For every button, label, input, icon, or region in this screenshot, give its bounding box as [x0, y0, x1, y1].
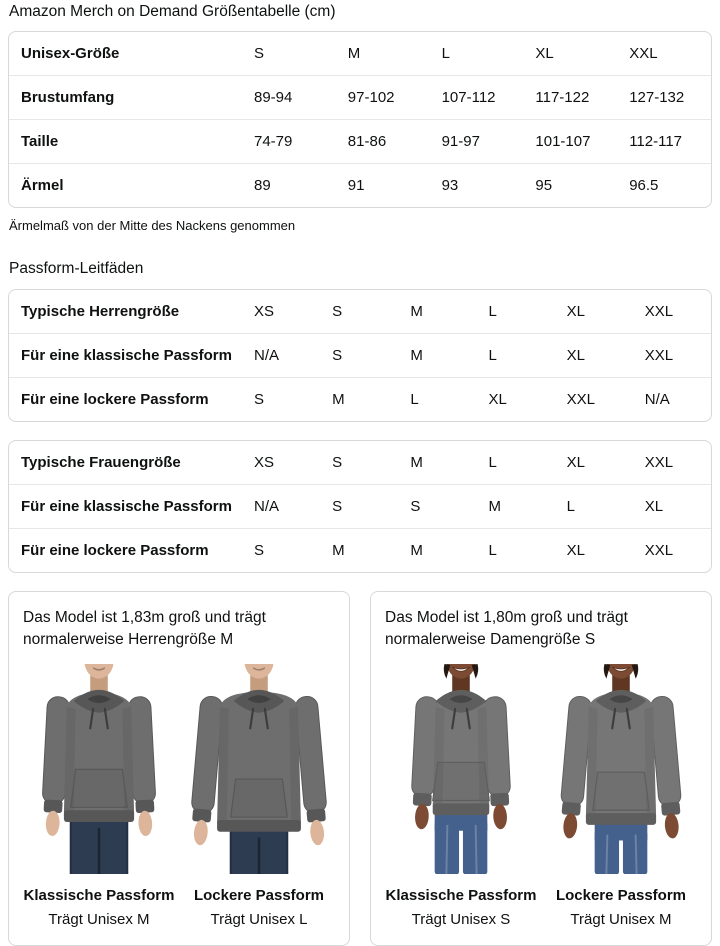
sleeve-measure-note: Ärmelmaß von der Mitte des Nackens genommen	[9, 218, 296, 234]
table-row	[9, 484, 711, 528]
row-label: Typische Frauengröße	[21, 453, 181, 471]
cell-value: M	[476, 484, 554, 528]
cell-value: 101-107	[523, 119, 617, 163]
row-label: Ärmel	[9, 163, 242, 207]
cell-value: XXL	[629, 45, 658, 63]
table-row	[9, 163, 711, 207]
cell-value: 97-102	[336, 75, 430, 119]
cell-value: M	[410, 302, 423, 320]
cell-value: M	[320, 528, 398, 572]
page-title: Amazon Merch on Demand Größentabelle (cm)	[9, 3, 336, 20]
row-label: Für eine klassische Passform	[9, 484, 242, 528]
cell-value: 89-94	[242, 75, 336, 119]
cell-value: S	[332, 453, 343, 471]
cell-value: M	[398, 333, 476, 377]
cell-value: M	[410, 453, 423, 471]
table-row	[9, 377, 711, 421]
table-row	[9, 441, 711, 484]
cell-value: XL	[555, 528, 633, 572]
womens-fit-guide-table	[8, 440, 712, 573]
fit-label: Lockere Passform	[193, 887, 325, 905]
cell-value: S	[242, 377, 320, 421]
table-row	[9, 32, 711, 75]
mens-fit-table	[9, 290, 711, 421]
row-label: Unisex-Größe	[21, 45, 120, 63]
cell-value: XL	[566, 302, 585, 320]
cell-value: 117-122	[523, 75, 617, 119]
cell-value: XS	[254, 302, 275, 320]
model-description: Das Model ist 1,83m groß und trägt normalerweise Herrengröße M	[23, 608, 266, 649]
fit-label: Lockere Passform	[555, 887, 687, 905]
table-row	[9, 290, 711, 333]
cell-value: N/A	[242, 333, 320, 377]
row-label: Brustumfang	[9, 75, 242, 119]
model-card-men	[8, 591, 350, 946]
fit-label: Klassische Passform	[23, 887, 175, 905]
row-label: Für eine lockere Passform	[9, 377, 242, 421]
cell-value: L	[476, 528, 554, 572]
cell-value: L	[488, 453, 497, 471]
wears-label: Trägt Unisex S	[411, 911, 511, 929]
cell-value: L	[441, 45, 450, 63]
cell-value: XL	[476, 377, 554, 421]
cell-value: 81-86	[336, 119, 430, 163]
cell-value: 95	[523, 163, 617, 207]
cell-value: L	[488, 302, 497, 320]
model-photo	[181, 664, 337, 875]
cell-value: N/A	[633, 377, 711, 421]
model-card-women	[370, 591, 712, 946]
wears-label: Trägt Unisex M	[48, 911, 150, 929]
model-figure-loose	[543, 664, 699, 930]
cell-value: XS	[254, 453, 275, 471]
womens-fit-table	[9, 441, 711, 572]
cell-value: 91-97	[430, 119, 524, 163]
cell-value: S	[320, 484, 398, 528]
row-label: Typische Herrengröße	[21, 302, 180, 320]
table-row	[9, 528, 711, 572]
model-figure-loose	[181, 664, 337, 930]
cell-value: S	[332, 302, 343, 320]
cell-value: L	[555, 484, 633, 528]
cell-value: XL	[535, 45, 554, 63]
cell-value: XXL	[644, 453, 674, 471]
size-table	[9, 32, 711, 207]
cell-value: XXL	[555, 377, 633, 421]
cell-value: 127-132	[617, 75, 711, 119]
cell-value: M	[320, 377, 398, 421]
model-figure-classic	[21, 664, 177, 930]
wears-label: Trägt Unisex M	[570, 911, 672, 929]
fit-label: Klassische Passform	[385, 887, 537, 905]
model-photo	[543, 664, 699, 875]
cell-value: 96.5	[617, 163, 711, 207]
cell-value: L	[476, 333, 554, 377]
row-label: Für eine lockere Passform	[9, 528, 242, 572]
table-row	[9, 119, 711, 163]
cell-value: L	[398, 377, 476, 421]
cell-value: S	[320, 333, 398, 377]
cell-value: XL	[555, 333, 633, 377]
model-photo	[21, 664, 177, 875]
cell-value: S	[242, 528, 320, 572]
cell-value: XL	[566, 453, 585, 471]
model-photo	[383, 664, 539, 875]
cell-value: 107-112	[430, 75, 524, 119]
cell-value: XXL	[633, 333, 711, 377]
cell-value: 74-79	[242, 119, 336, 163]
figures-row	[383, 664, 699, 930]
cell-value: XL	[633, 484, 711, 528]
mens-fit-guide-table	[8, 289, 712, 422]
fit-guides-heading: Passform-Leitfäden	[9, 260, 144, 278]
model-figure-classic	[383, 664, 539, 930]
table-row	[9, 333, 711, 377]
cell-value: 112-117	[617, 119, 711, 163]
unisex-size-table	[8, 31, 712, 208]
model-cards	[8, 591, 712, 946]
cell-value: M	[398, 528, 476, 572]
row-label: Für eine klassische Passform	[9, 333, 242, 377]
cell-value: M	[347, 45, 361, 63]
cell-value: 93	[430, 163, 524, 207]
cell-value: N/A	[242, 484, 320, 528]
table-row	[9, 75, 711, 119]
cell-value: 91	[336, 163, 430, 207]
cell-value: XXL	[644, 302, 674, 320]
cell-value: XXL	[633, 528, 711, 572]
model-description: Das Model ist 1,80m groß und trägt normalerweise Damengröße S	[385, 608, 628, 649]
cell-value: S	[398, 484, 476, 528]
cell-value: S	[254, 45, 265, 63]
cell-value: 89	[242, 163, 336, 207]
figures-row	[21, 664, 337, 930]
row-label: Taille	[9, 119, 242, 163]
wears-label: Trägt Unisex L	[210, 911, 308, 929]
